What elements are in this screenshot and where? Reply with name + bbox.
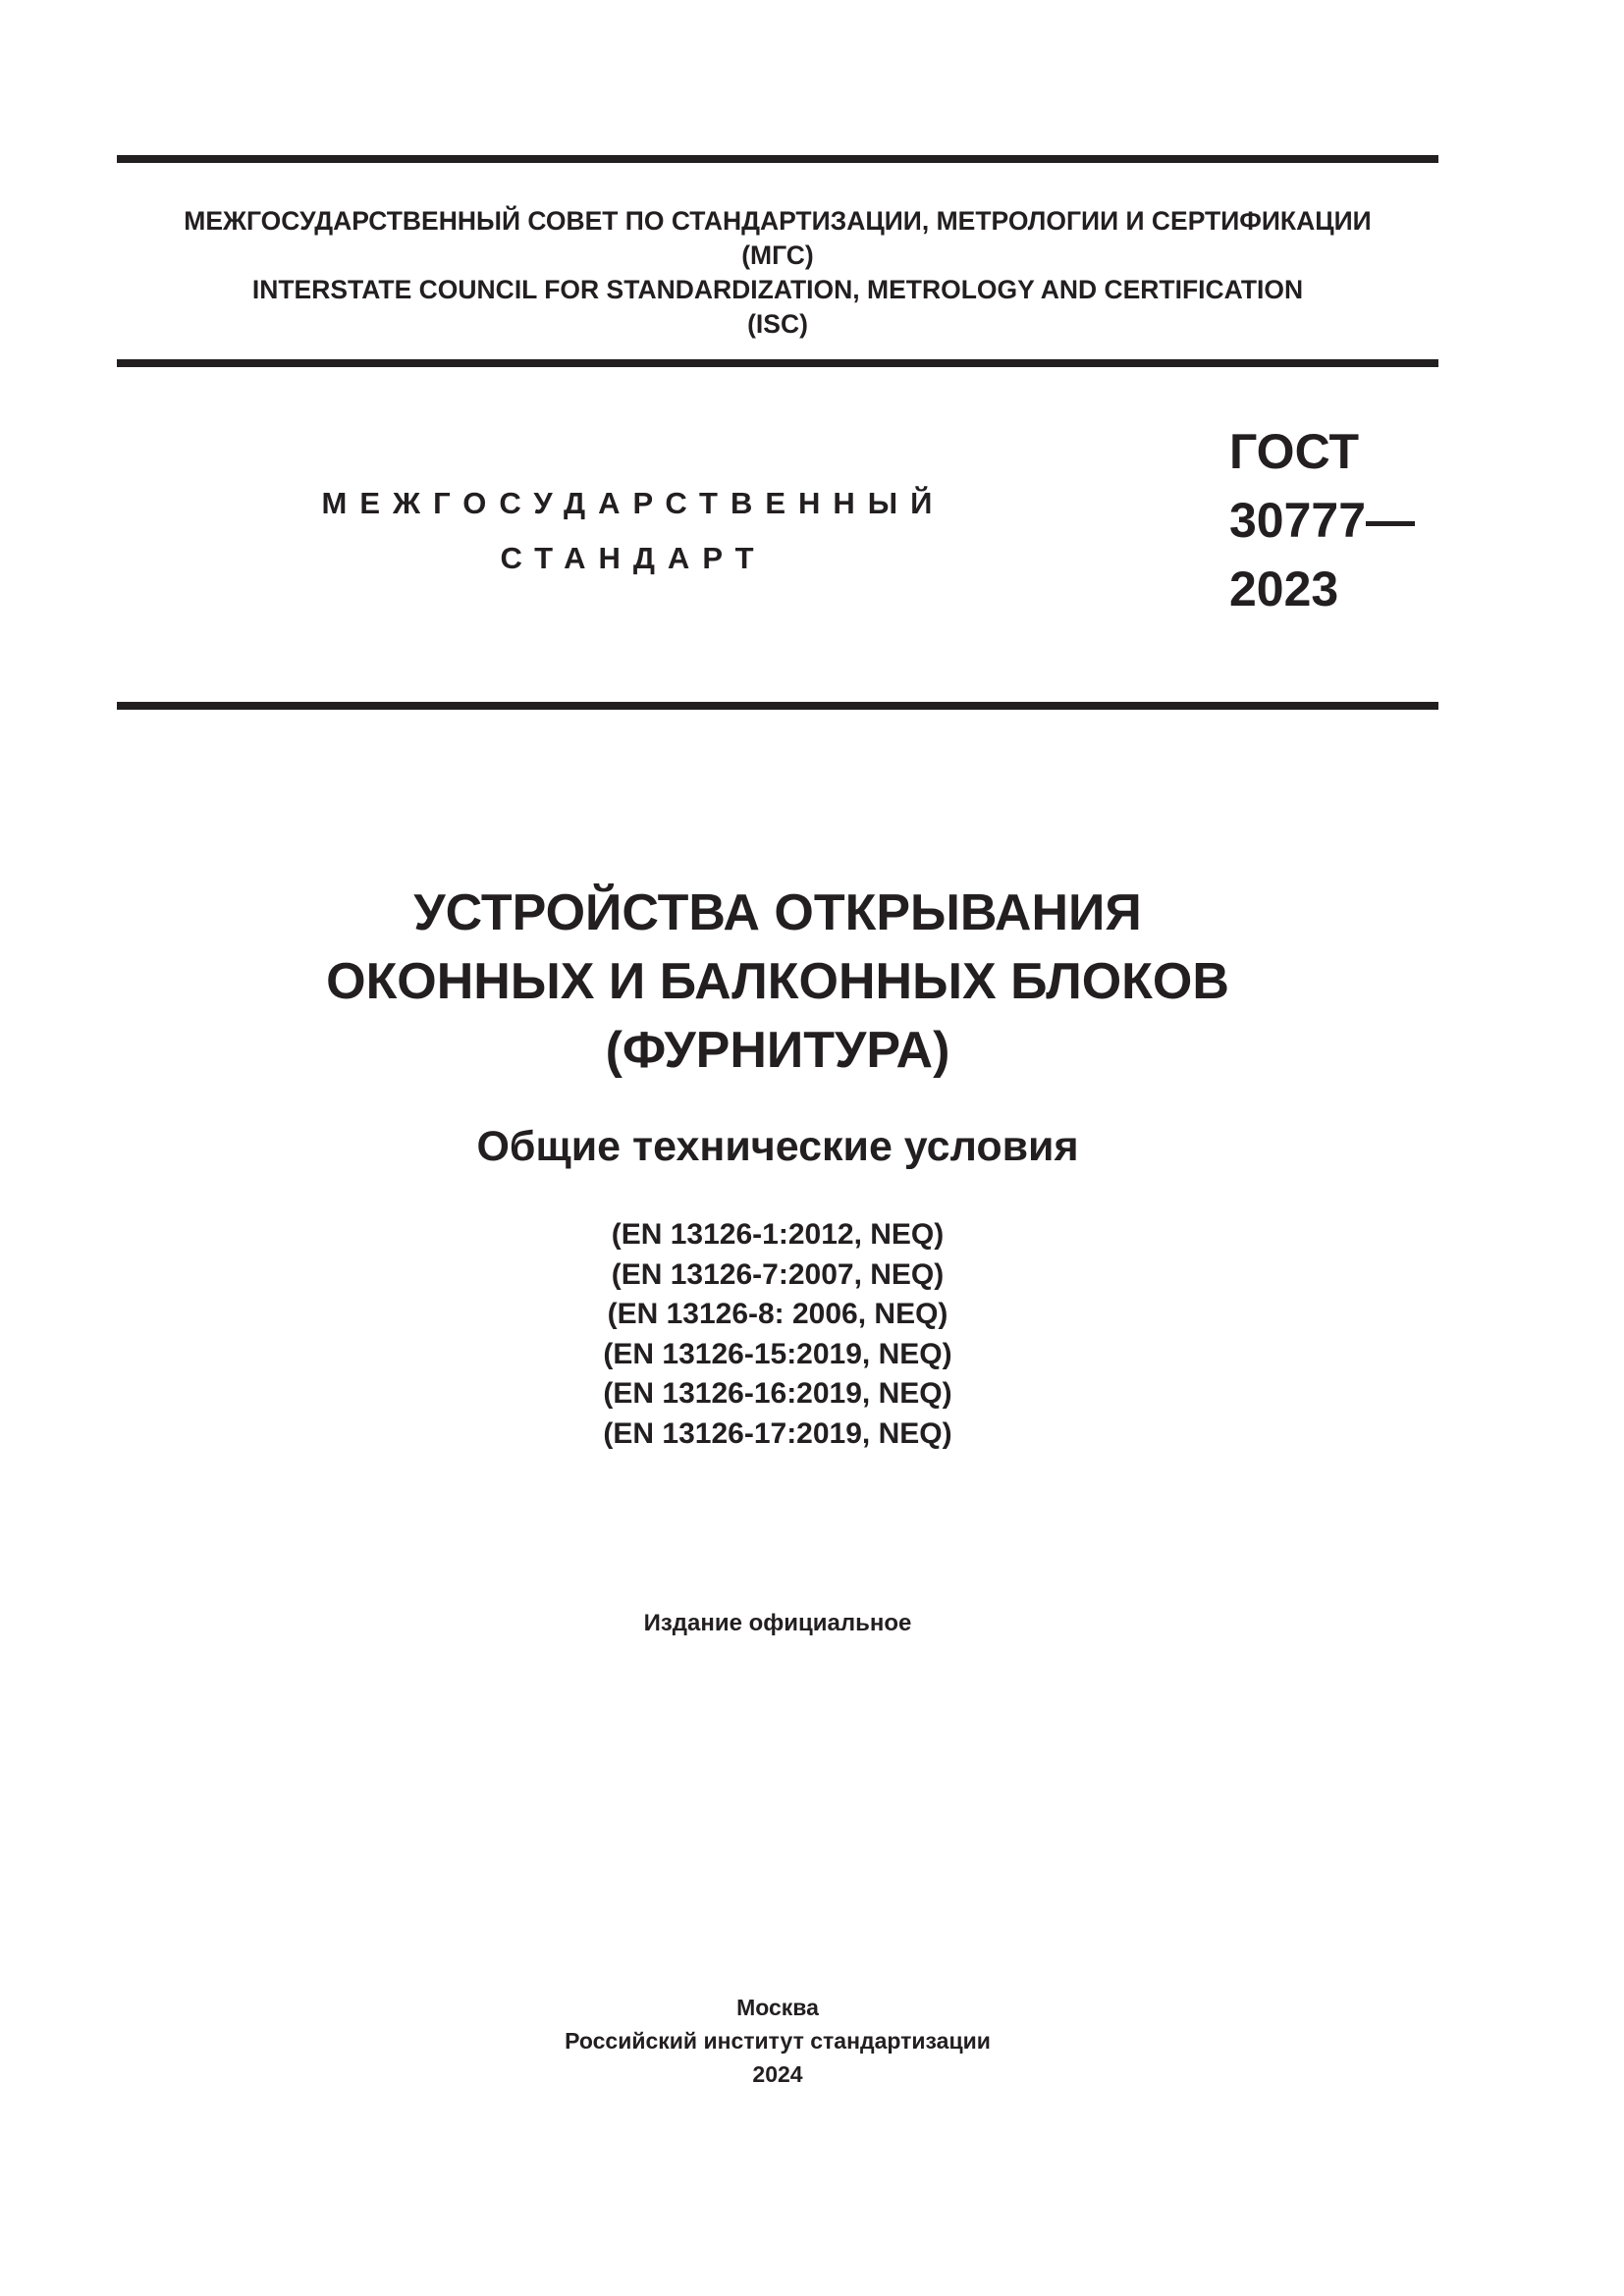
- title-line2: ОКОННЫХ И БАЛКОННЫХ БЛОКОВ: [326, 953, 1229, 1010]
- standard-kind-line2: СТАНДАРТ: [500, 541, 767, 575]
- edition-note: Издание официальное: [643, 1610, 912, 1636]
- reference-item: (EN 13126-16:2019, NEQ): [603, 1377, 952, 1411]
- standard-kind-line1: МЕЖГОСУДАРСТВЕННЫЙ: [321, 486, 946, 520]
- title-line3: (ФУРНИТУРА): [605, 1022, 950, 1079]
- council-name-ru: МЕЖГОСУДАРСТВЕННЫЙ СОВЕТ ПО СТАНДАРТИЗАЦИИ, МЕТРОЛОГИИ И СЕРТИФИКАЦИИ: [184, 206, 1372, 236]
- reference-item: (EN 13126-7:2007, NEQ): [611, 1257, 945, 1291]
- council-abbr-en: (ISC): [747, 309, 808, 339]
- designation-year: 2023: [1229, 561, 1339, 616]
- reference-item: (EN 13126-15:2019, NEQ): [603, 1337, 952, 1370]
- standard-kind: [245, 476, 1021, 586]
- council-abbr-ru: (МГС): [741, 240, 814, 270]
- reference-standards: [117, 1215, 1438, 1455]
- reference-item: (EN 13126-1:2012, NEQ): [611, 1218, 945, 1251]
- council-header: [117, 204, 1438, 342]
- document-subtitle: Общие технические условия: [476, 1123, 1079, 1170]
- top-rule: [117, 155, 1438, 163]
- title-line1: УСТРОЙСТВА ОТКРЫВАНИЯ: [413, 884, 1142, 941]
- reference-item: (EN 13126-8: 2006, NEQ): [607, 1298, 948, 1331]
- header-rule: [117, 359, 1438, 367]
- designation-rule: [117, 702, 1438, 710]
- council-name-en: INTERSTATE COUNCIL FOR STANDARDIZATION, METROLOGY AND CERTIFICATION: [251, 275, 1304, 304]
- imprint-year: 2024: [752, 2061, 803, 2087]
- designation-prefix: ГОСТ: [1229, 424, 1359, 479]
- imprint-city: Москва: [736, 1995, 819, 2020]
- document-title: [117, 879, 1438, 1085]
- reference-item: (EN 13126-17:2019, NEQ): [603, 1416, 952, 1450]
- imprint: [117, 1991, 1438, 2091]
- designation-number: 30777—: [1229, 493, 1416, 548]
- imprint-publisher: Российский институт стандартизации: [565, 2028, 991, 2054]
- standard-designation: [1229, 417, 1415, 623]
